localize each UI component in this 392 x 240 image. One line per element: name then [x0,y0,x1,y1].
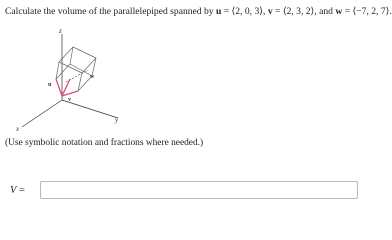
answer-label [10,185,25,196]
question-prefix: Calculate the volume of the parallelepiped spanned by [5,6,216,17]
volume-variable: V [10,185,17,196]
vector-u-name: u [216,6,222,17]
vector-w-label: w [90,74,95,80]
equals-sign: = [16,185,25,196]
axis-x-label: x [16,125,20,133]
vector-u-value: = ⟨2, 0, 3⟩, [221,6,268,17]
figure-labels [15,27,119,133]
vector-v-value: = ⟨2, 3, 2⟩, and [272,6,336,17]
vector-w-value: = ⟨−7, 2, 7⟩. [342,6,392,17]
volume-answer-input[interactable] [40,181,358,199]
x-axis [22,100,62,127]
edge [78,73,82,91]
vector-u-arrow [56,79,62,96]
edge [82,58,96,73]
edge [73,47,96,58]
answer-row [10,181,350,201]
edge [59,62,82,73]
axis-z-label: z [59,27,62,35]
vector-v-name: v [267,6,273,17]
vector-v-label: v [68,97,71,103]
axis-y-label: y [115,116,119,124]
vector-w-name: w [335,6,343,17]
hint-text: (Use symbolic notation and fractions where needed.) [5,138,204,148]
vector-u-label: u [48,82,52,88]
